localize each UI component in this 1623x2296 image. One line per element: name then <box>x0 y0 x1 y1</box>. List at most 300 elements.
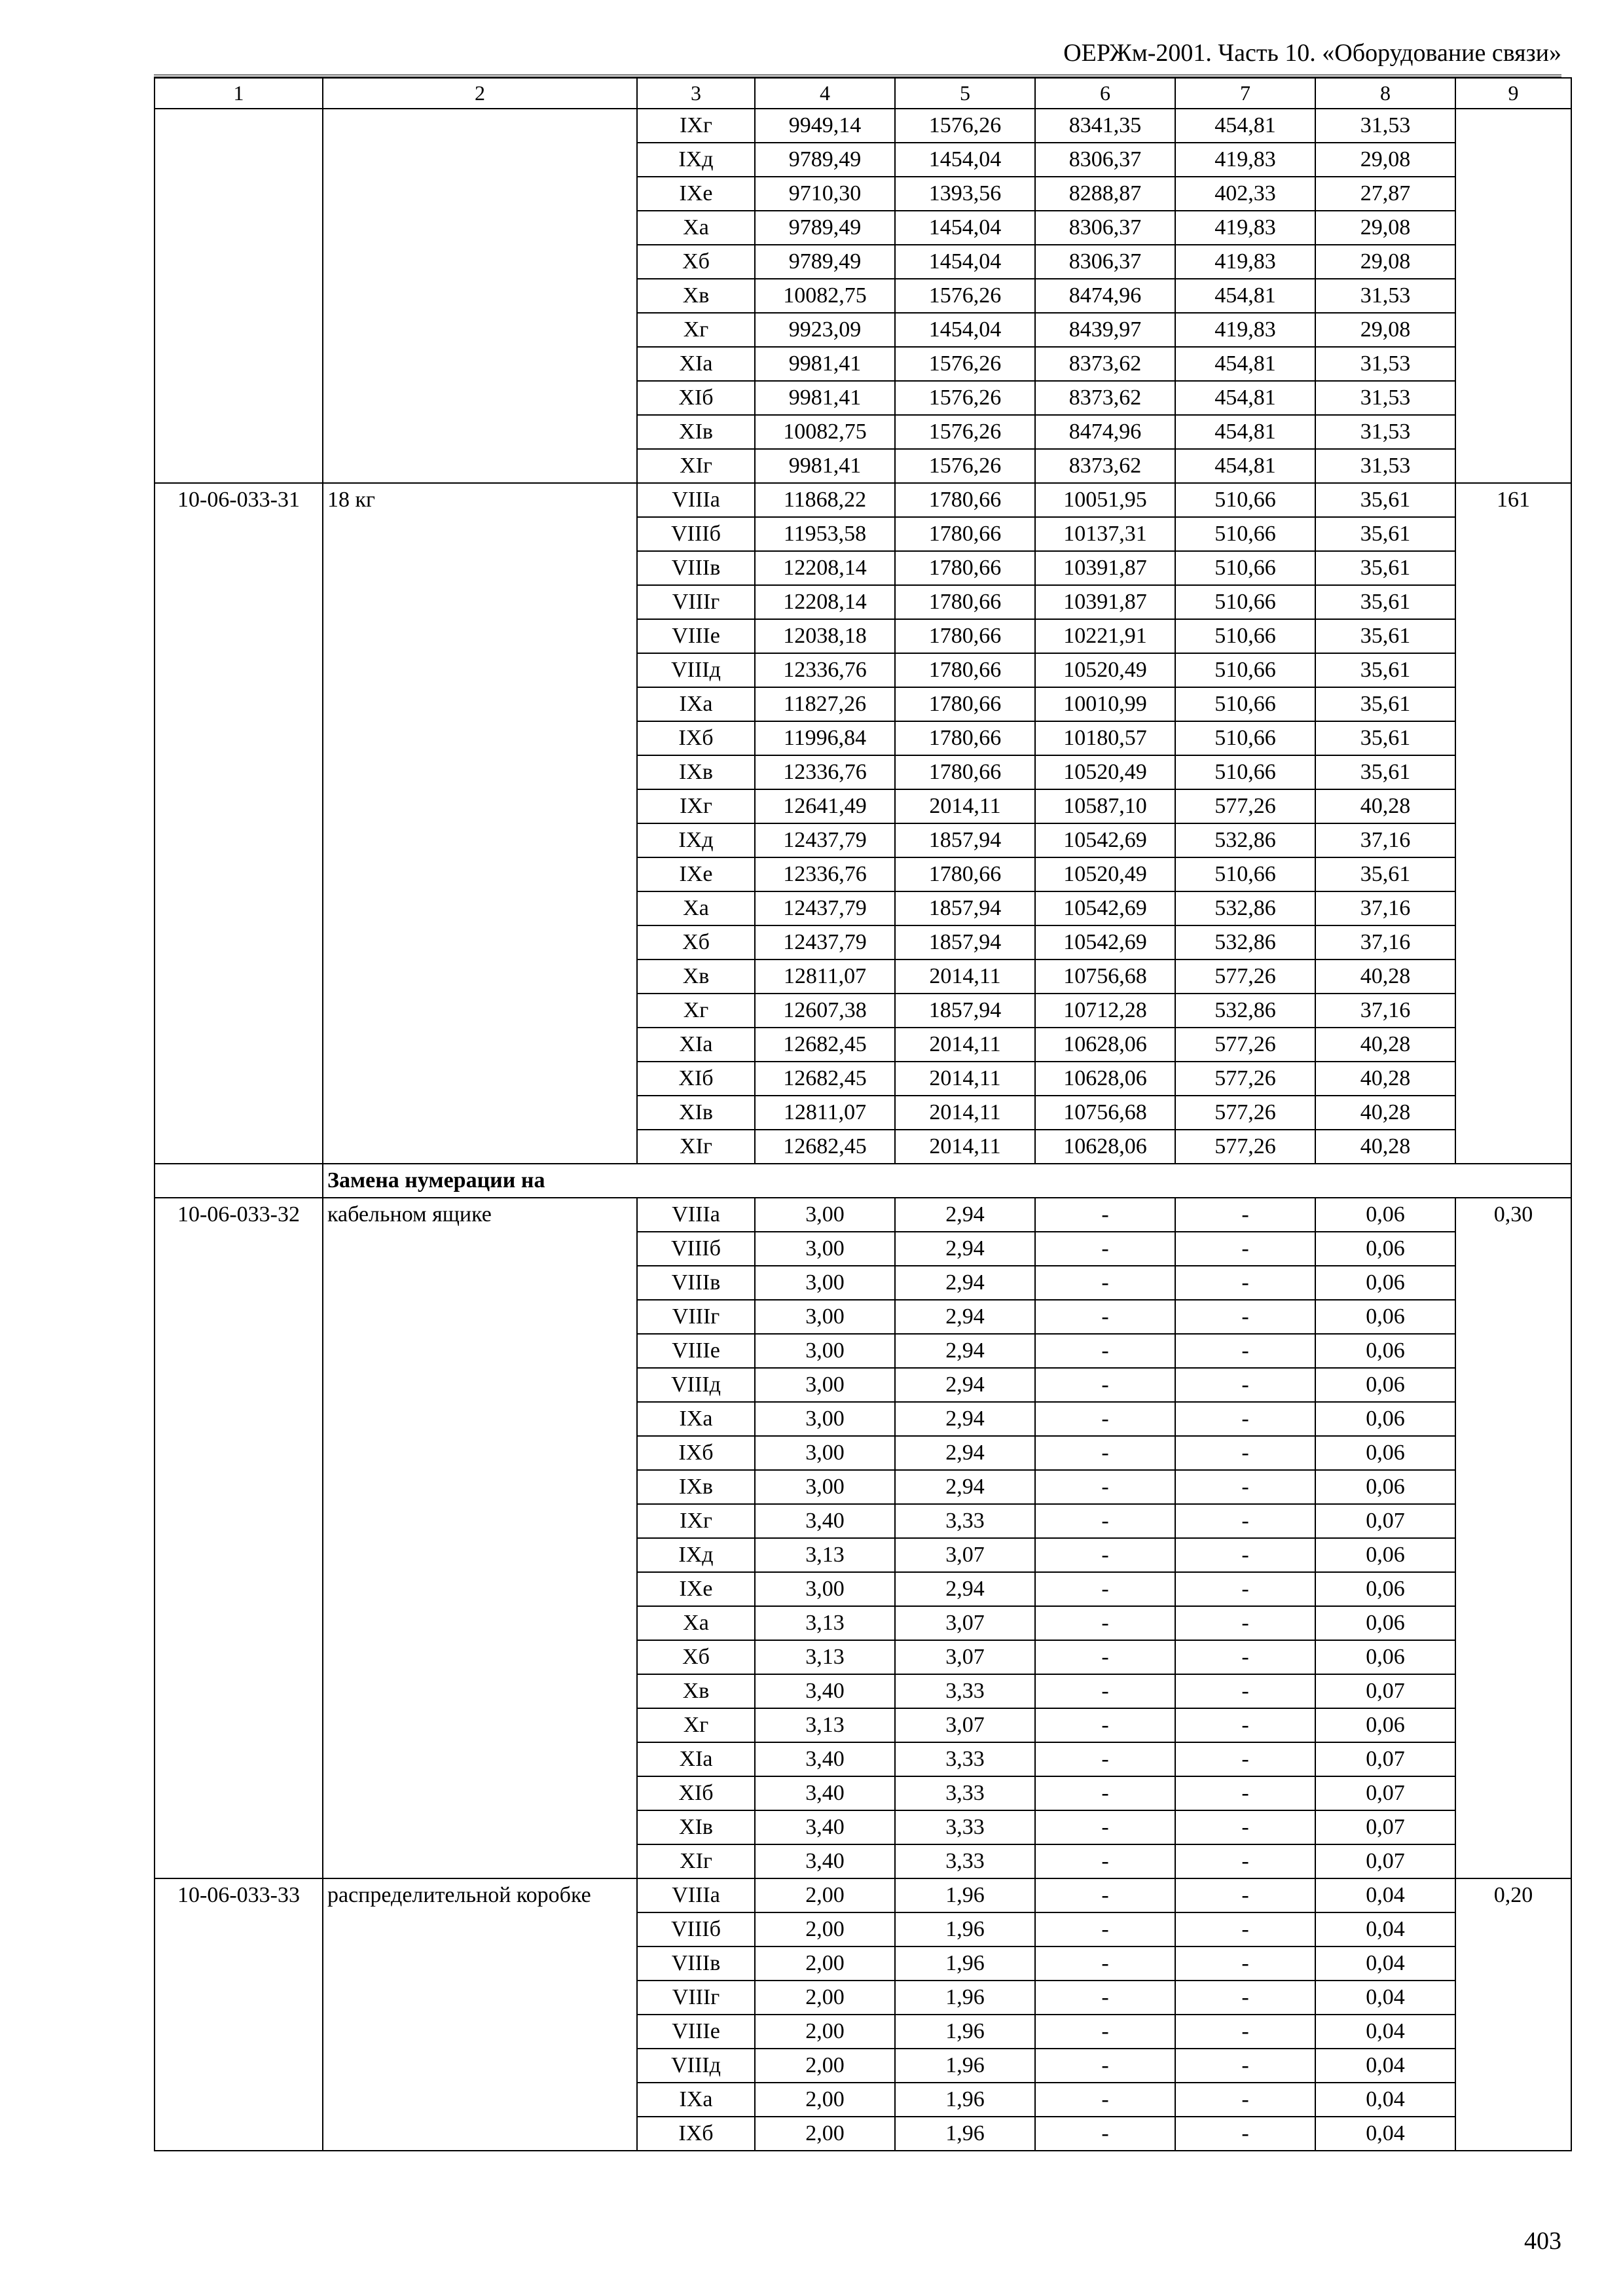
total-cost-cell: 3,00 <box>755 1470 895 1504</box>
total-cost-cell: 3,40 <box>755 1844 895 1878</box>
total-cost-cell: 12811,07 <box>755 960 895 994</box>
zone-cell: XIг <box>637 449 755 483</box>
total-cost-cell: 3,00 <box>755 1368 895 1402</box>
machinist-wages-cell: - <box>1175 1198 1315 1232</box>
wages-cell: 1780,66 <box>895 585 1035 619</box>
machine-cost-cell: 10520,49 <box>1035 653 1175 687</box>
wages-cell: 2,94 <box>895 1232 1035 1266</box>
wages-cell: 1576,26 <box>895 279 1035 313</box>
wages-cell: 1857,94 <box>895 823 1035 857</box>
machine-cost-cell: - <box>1035 2015 1175 2049</box>
materials-cell: 27,87 <box>1315 177 1455 211</box>
rate-name: 18 кг <box>323 483 637 1164</box>
materials-cell: 31,53 <box>1315 415 1455 449</box>
machine-cost-cell: 10628,06 <box>1035 1028 1175 1062</box>
machine-cost-cell: 10628,06 <box>1035 1130 1175 1164</box>
machinist-wages-cell: - <box>1175 1742 1315 1776</box>
wages-cell: 3,33 <box>895 1504 1035 1538</box>
machinist-wages-cell: - <box>1175 1606 1315 1640</box>
materials-cell: 0,07 <box>1315 1776 1455 1810</box>
total-cost-cell: 3,13 <box>755 1708 895 1742</box>
materials-cell: 0,06 <box>1315 1436 1455 1470</box>
zone-cell: IXг <box>637 109 755 143</box>
machine-cost-cell: 10137,31 <box>1035 517 1175 551</box>
machine-cost-cell: - <box>1035 1470 1175 1504</box>
zone-cell: Xг <box>637 1708 755 1742</box>
section-heading: Замена нумерации на <box>323 1164 1571 1198</box>
machine-cost-cell: 8341,35 <box>1035 109 1175 143</box>
machine-cost-cell: 10587,10 <box>1035 789 1175 823</box>
zone-cell: IXа <box>637 687 755 721</box>
total-cost-cell: 2,00 <box>755 2117 895 2151</box>
materials-cell: 0,06 <box>1315 1640 1455 1674</box>
section-row <box>155 1164 1571 1198</box>
rate-name: кабельном ящике <box>323 1198 637 1878</box>
machine-cost-cell: 8306,37 <box>1035 245 1175 279</box>
machinist-wages-cell: - <box>1175 1572 1315 1606</box>
zone-cell: VIIIв <box>637 551 755 585</box>
machinist-wages-cell: - <box>1175 1708 1315 1742</box>
machine-cost-cell: - <box>1035 2083 1175 2117</box>
page-number: 403 <box>1524 2227 1561 2255</box>
wages-cell: 1576,26 <box>895 347 1035 381</box>
materials-cell: 37,16 <box>1315 891 1455 925</box>
zone-cell: Xа <box>637 891 755 925</box>
zone-cell: VIIIг <box>637 585 755 619</box>
machinist-wages-cell: - <box>1175 1402 1315 1436</box>
zone-cell: VIIIа <box>637 483 755 517</box>
wages-cell: 1,96 <box>895 2117 1035 2151</box>
machinist-wages-cell: 454,81 <box>1175 279 1315 313</box>
machine-cost-cell: 10628,06 <box>1035 1062 1175 1096</box>
wages-cell: 2014,11 <box>895 1130 1035 1164</box>
materials-cell: 40,28 <box>1315 1062 1455 1096</box>
total-cost-cell: 12811,07 <box>755 1096 895 1130</box>
wages-cell: 2,94 <box>895 1198 1035 1232</box>
materials-cell: 29,08 <box>1315 313 1455 347</box>
total-cost-cell: 12437,79 <box>755 891 895 925</box>
zone-cell: VIIIд <box>637 1368 755 1402</box>
zone-cell: VIIIб <box>637 517 755 551</box>
total-cost-cell: 3,00 <box>755 1266 895 1300</box>
machinist-wages-cell: 454,81 <box>1175 449 1315 483</box>
zone-cell: VIIIг <box>637 1300 755 1334</box>
zone-cell: IXе <box>637 857 755 891</box>
machine-cost-cell: 10520,49 <box>1035 857 1175 891</box>
total-cost-cell: 2,00 <box>755 1878 895 1912</box>
materials-cell: 35,61 <box>1315 483 1455 517</box>
zone-cell: IXб <box>637 1436 755 1470</box>
column-number: 1 <box>155 78 323 109</box>
machinist-wages-cell: 532,86 <box>1175 994 1315 1028</box>
materials-cell: 29,08 <box>1315 245 1455 279</box>
total-cost-cell: 9949,14 <box>755 109 895 143</box>
total-cost-cell: 3,00 <box>755 1232 895 1266</box>
zone-cell: XIг <box>637 1130 755 1164</box>
table-row <box>155 483 1571 517</box>
wages-cell: 3,33 <box>895 1810 1035 1844</box>
rates-table <box>154 77 1572 2151</box>
document-title: ОЕРЖм-2001. Часть 10. «Оборудование связи» <box>1063 39 1561 67</box>
machinist-wages-cell: - <box>1175 1538 1315 1572</box>
total-cost-cell: 2,00 <box>755 2083 895 2117</box>
zone-cell: XIв <box>637 1096 755 1130</box>
materials-cell: 0,04 <box>1315 1946 1455 1981</box>
zone-cell: VIIIд <box>637 653 755 687</box>
total-cost-cell: 2,00 <box>755 1946 895 1981</box>
wages-cell: 1857,94 <box>895 994 1035 1028</box>
total-cost-cell: 12336,76 <box>755 755 895 789</box>
materials-cell: 0,07 <box>1315 1742 1455 1776</box>
total-cost-cell: 3,00 <box>755 1572 895 1606</box>
machinist-wages-cell: - <box>1175 1470 1315 1504</box>
labor-cost-cell <box>1455 109 1571 483</box>
total-cost-cell: 10082,75 <box>755 279 895 313</box>
materials-cell: 0,06 <box>1315 1266 1455 1300</box>
zone-cell: IXе <box>637 177 755 211</box>
total-cost-cell: 9789,49 <box>755 211 895 245</box>
zone-cell: VIIIа <box>637 1878 755 1912</box>
materials-cell: 31,53 <box>1315 279 1455 313</box>
machine-cost-cell: 8373,62 <box>1035 347 1175 381</box>
machinist-wages-cell: 419,83 <box>1175 245 1315 279</box>
total-cost-cell: 12682,45 <box>755 1062 895 1096</box>
zone-cell: Xв <box>637 1674 755 1708</box>
wages-cell: 1,96 <box>895 1981 1035 2015</box>
machine-cost-cell: - <box>1035 1538 1175 1572</box>
materials-cell: 0,04 <box>1315 1878 1455 1912</box>
machine-cost-cell: - <box>1035 1640 1175 1674</box>
machinist-wages-cell: 454,81 <box>1175 415 1315 449</box>
machinist-wages-cell: - <box>1175 1504 1315 1538</box>
materials-cell: 0,04 <box>1315 1912 1455 1946</box>
rate-code: 10-06-033-31 <box>155 483 323 1164</box>
wages-cell: 1393,56 <box>895 177 1035 211</box>
zone-cell: Xб <box>637 245 755 279</box>
machinist-wages-cell: 510,66 <box>1175 857 1315 891</box>
total-cost-cell: 12208,14 <box>755 585 895 619</box>
wages-cell: 1576,26 <box>895 109 1035 143</box>
machine-cost-cell: - <box>1035 1266 1175 1300</box>
materials-cell: 35,61 <box>1315 517 1455 551</box>
materials-cell: 31,53 <box>1315 381 1455 415</box>
wages-cell: 3,33 <box>895 1776 1035 1810</box>
materials-cell: 0,07 <box>1315 1504 1455 1538</box>
wages-cell: 1780,66 <box>895 687 1035 721</box>
machinist-wages-cell: 419,83 <box>1175 313 1315 347</box>
machinist-wages-cell: 510,66 <box>1175 687 1315 721</box>
machine-cost-cell: - <box>1035 1504 1175 1538</box>
machinist-wages-cell: 577,26 <box>1175 960 1315 994</box>
materials-cell: 0,06 <box>1315 1708 1455 1742</box>
column-number: 3 <box>637 78 755 109</box>
zone-cell: VIIIе <box>637 2015 755 2049</box>
total-cost-cell: 11827,26 <box>755 687 895 721</box>
materials-cell: 35,61 <box>1315 619 1455 653</box>
wages-cell: 2,94 <box>895 1402 1035 1436</box>
wages-cell: 1,96 <box>895 1912 1035 1946</box>
wages-cell: 1780,66 <box>895 483 1035 517</box>
column-number: 5 <box>895 78 1035 109</box>
machinist-wages-cell: - <box>1175 2049 1315 2083</box>
table-row <box>155 1198 1571 1232</box>
machine-cost-cell: - <box>1035 1674 1175 1708</box>
total-cost-cell: 12682,45 <box>755 1130 895 1164</box>
wages-cell: 3,07 <box>895 1538 1035 1572</box>
machinist-wages-cell: 532,86 <box>1175 925 1315 960</box>
machine-cost-cell: - <box>1035 1402 1175 1436</box>
zone-cell: VIIIа <box>637 1198 755 1232</box>
wages-cell: 2014,11 <box>895 960 1035 994</box>
zone-cell: Xа <box>637 1606 755 1640</box>
column-number: 2 <box>323 78 637 109</box>
machine-cost-cell: 8288,87 <box>1035 177 1175 211</box>
machine-cost-cell: 10391,87 <box>1035 551 1175 585</box>
total-cost-cell: 9789,49 <box>755 245 895 279</box>
materials-cell: 0,07 <box>1315 1810 1455 1844</box>
wages-cell: 1576,26 <box>895 415 1035 449</box>
machinist-wages-cell: - <box>1175 1674 1315 1708</box>
total-cost-cell: 12208,14 <box>755 551 895 585</box>
zone-cell: XIг <box>637 1844 755 1878</box>
column-number: 6 <box>1035 78 1175 109</box>
machinist-wages-cell: - <box>1175 1912 1315 1946</box>
wages-cell: 1454,04 <box>895 313 1035 347</box>
machine-cost-cell: - <box>1035 1368 1175 1402</box>
total-cost-cell: 12437,79 <box>755 925 895 960</box>
total-cost-cell: 3,40 <box>755 1810 895 1844</box>
table-body <box>155 78 1571 2151</box>
zone-cell: VIIIв <box>637 1266 755 1300</box>
wages-cell: 1454,04 <box>895 211 1035 245</box>
materials-cell: 35,61 <box>1315 551 1455 585</box>
wages-cell: 1,96 <box>895 2083 1035 2117</box>
machine-cost-cell: 10391,87 <box>1035 585 1175 619</box>
machinist-wages-cell: 419,83 <box>1175 143 1315 177</box>
machine-cost-cell: - <box>1035 1334 1175 1368</box>
zone-cell: IXв <box>637 755 755 789</box>
machine-cost-cell: 10542,69 <box>1035 925 1175 960</box>
materials-cell: 0,06 <box>1315 1402 1455 1436</box>
wages-cell: 3,07 <box>895 1606 1035 1640</box>
machine-cost-cell: 10520,49 <box>1035 755 1175 789</box>
machine-cost-cell: 10051,95 <box>1035 483 1175 517</box>
materials-cell: 0,04 <box>1315 2083 1455 2117</box>
materials-cell: 0,04 <box>1315 2049 1455 2083</box>
machinist-wages-cell: 510,66 <box>1175 653 1315 687</box>
wages-cell: 1454,04 <box>895 245 1035 279</box>
materials-cell: 0,06 <box>1315 1232 1455 1266</box>
total-cost-cell: 9981,41 <box>755 449 895 483</box>
wages-cell: 2,94 <box>895 1334 1035 1368</box>
total-cost-cell: 12641,49 <box>755 789 895 823</box>
materials-cell: 0,04 <box>1315 1981 1455 2015</box>
materials-cell: 37,16 <box>1315 994 1455 1028</box>
materials-cell: 37,16 <box>1315 823 1455 857</box>
machine-cost-cell: - <box>1035 1300 1175 1334</box>
materials-cell: 40,28 <box>1315 1130 1455 1164</box>
zone-cell: IXд <box>637 1538 755 1572</box>
materials-cell: 0,06 <box>1315 1198 1455 1232</box>
total-cost-cell: 3,40 <box>755 1504 895 1538</box>
total-cost-cell: 9981,41 <box>755 381 895 415</box>
zone-cell: XIа <box>637 347 755 381</box>
machinist-wages-cell: 577,26 <box>1175 1028 1315 1062</box>
labor-cost-cell: 0,30 <box>1455 1198 1571 1878</box>
zone-cell: VIIIд <box>637 2049 755 2083</box>
zone-cell: IXа <box>637 1402 755 1436</box>
zone-cell: IXе <box>637 1572 755 1606</box>
labor-cost-cell: 161 <box>1455 483 1571 1164</box>
wages-cell: 2014,11 <box>895 1096 1035 1130</box>
machinist-wages-cell: 532,86 <box>1175 823 1315 857</box>
zone-cell: IXб <box>637 2117 755 2151</box>
materials-cell: 29,08 <box>1315 211 1455 245</box>
total-cost-cell: 12336,76 <box>755 857 895 891</box>
total-cost-cell: 9789,49 <box>755 143 895 177</box>
zone-cell: IXв <box>637 1470 755 1504</box>
materials-cell: 40,28 <box>1315 960 1455 994</box>
total-cost-cell: 3,13 <box>755 1538 895 1572</box>
column-number: 7 <box>1175 78 1315 109</box>
total-cost-cell: 11953,58 <box>755 517 895 551</box>
machinist-wages-cell: 454,81 <box>1175 109 1315 143</box>
total-cost-cell: 2,00 <box>755 1912 895 1946</box>
total-cost-cell: 3,40 <box>755 1674 895 1708</box>
total-cost-cell: 2,00 <box>755 2015 895 2049</box>
total-cost-cell: 3,13 <box>755 1640 895 1674</box>
machine-cost-cell: 10542,69 <box>1035 891 1175 925</box>
wages-cell: 2014,11 <box>895 1062 1035 1096</box>
machine-cost-cell: - <box>1035 1572 1175 1606</box>
machinist-wages-cell: 510,66 <box>1175 483 1315 517</box>
wages-cell: 1857,94 <box>895 891 1035 925</box>
wages-cell: 1454,04 <box>895 143 1035 177</box>
zone-cell: Xг <box>637 313 755 347</box>
zone-cell: Xг <box>637 994 755 1028</box>
machine-cost-cell: 10712,28 <box>1035 994 1175 1028</box>
wages-cell: 2,94 <box>895 1266 1035 1300</box>
wages-cell: 3,07 <box>895 1640 1035 1674</box>
materials-cell: 0,06 <box>1315 1606 1455 1640</box>
zone-cell: IXг <box>637 1504 755 1538</box>
zone-cell: XIб <box>637 1062 755 1096</box>
total-cost-cell: 3,00 <box>755 1300 895 1334</box>
machinist-wages-cell: - <box>1175 1266 1315 1300</box>
wages-cell: 1780,66 <box>895 619 1035 653</box>
materials-cell: 40,28 <box>1315 789 1455 823</box>
machinist-wages-cell: - <box>1175 1640 1315 1674</box>
total-cost-cell: 3,00 <box>755 1436 895 1470</box>
rate-name: распределительной коробке <box>323 1878 637 2151</box>
materials-cell: 35,61 <box>1315 721 1455 755</box>
machinist-wages-cell: - <box>1175 1981 1315 2015</box>
machinist-wages-cell: 577,26 <box>1175 1062 1315 1096</box>
zone-cell: Xв <box>637 960 755 994</box>
machine-cost-cell: - <box>1035 1198 1175 1232</box>
machinist-wages-cell: - <box>1175 1232 1315 1266</box>
total-cost-cell: 3,13 <box>755 1606 895 1640</box>
materials-cell: 0,06 <box>1315 1300 1455 1334</box>
zone-cell: IXб <box>637 721 755 755</box>
zone-cell: VIIIе <box>637 1334 755 1368</box>
total-cost-cell: 3,40 <box>755 1776 895 1810</box>
wages-cell: 1780,66 <box>895 551 1035 585</box>
machinist-wages-cell: - <box>1175 1878 1315 1912</box>
machine-cost-cell: - <box>1035 2117 1175 2151</box>
wages-cell: 2,94 <box>895 1368 1035 1402</box>
total-cost-cell: 12336,76 <box>755 653 895 687</box>
machine-cost-cell: - <box>1035 1878 1175 1912</box>
materials-cell: 35,61 <box>1315 755 1455 789</box>
total-cost-cell: 12607,38 <box>755 994 895 1028</box>
machinist-wages-cell: 402,33 <box>1175 177 1315 211</box>
machine-cost-cell: 10542,69 <box>1035 823 1175 857</box>
machine-cost-cell: 8373,62 <box>1035 381 1175 415</box>
materials-cell: 31,53 <box>1315 449 1455 483</box>
total-cost-cell: 3,00 <box>755 1198 895 1232</box>
materials-cell: 0,04 <box>1315 2117 1455 2151</box>
machinist-wages-cell: 510,66 <box>1175 721 1315 755</box>
machinist-wages-cell: 532,86 <box>1175 891 1315 925</box>
total-cost-cell: 3,00 <box>755 1334 895 1368</box>
wages-cell: 2014,11 <box>895 789 1035 823</box>
machinist-wages-cell: - <box>1175 2015 1315 2049</box>
zone-cell: VIIIб <box>637 1912 755 1946</box>
materials-cell: 0,06 <box>1315 1538 1455 1572</box>
wages-cell: 1,96 <box>895 2015 1035 2049</box>
zone-cell: Xв <box>637 279 755 313</box>
total-cost-cell: 3,00 <box>755 1402 895 1436</box>
wages-cell: 2014,11 <box>895 1028 1035 1062</box>
rate-name <box>323 109 637 483</box>
wages-cell: 2,94 <box>895 1436 1035 1470</box>
zone-cell: IXд <box>637 143 755 177</box>
wages-cell: 2,94 <box>895 1300 1035 1334</box>
wages-cell: 3,07 <box>895 1708 1035 1742</box>
machinist-wages-cell: 577,26 <box>1175 789 1315 823</box>
total-cost-cell: 9981,41 <box>755 347 895 381</box>
machine-cost-cell: 8474,96 <box>1035 279 1175 313</box>
machinist-wages-cell: - <box>1175 1776 1315 1810</box>
page-header <box>154 38 1561 77</box>
wages-cell: 3,33 <box>895 1674 1035 1708</box>
machinist-wages-cell: - <box>1175 2083 1315 2117</box>
wages-cell: 1,96 <box>895 1946 1035 1981</box>
total-cost-cell: 11868,22 <box>755 483 895 517</box>
materials-cell: 31,53 <box>1315 347 1455 381</box>
machine-cost-cell: - <box>1035 1436 1175 1470</box>
materials-cell: 0,06 <box>1315 1470 1455 1504</box>
zone-cell: VIIIв <box>637 1946 755 1981</box>
materials-cell: 0,04 <box>1315 2015 1455 2049</box>
materials-cell: 0,06 <box>1315 1334 1455 1368</box>
zone-cell: IXг <box>637 789 755 823</box>
materials-cell: 0,06 <box>1315 1572 1455 1606</box>
machine-cost-cell: - <box>1035 1912 1175 1946</box>
zone-cell: VIIIб <box>637 1232 755 1266</box>
table-row <box>155 1878 1571 1912</box>
machine-cost-cell: 8306,37 <box>1035 211 1175 245</box>
machinist-wages-cell: - <box>1175 2117 1315 2151</box>
labor-cost-cell: 0,20 <box>1455 1878 1571 2151</box>
zone-cell: IXд <box>637 823 755 857</box>
wages-cell: 2,94 <box>895 1572 1035 1606</box>
machine-cost-cell: - <box>1035 1776 1175 1810</box>
machinist-wages-cell: - <box>1175 1300 1315 1334</box>
total-cost-cell: 9923,09 <box>755 313 895 347</box>
machinist-wages-cell: 454,81 <box>1175 381 1315 415</box>
